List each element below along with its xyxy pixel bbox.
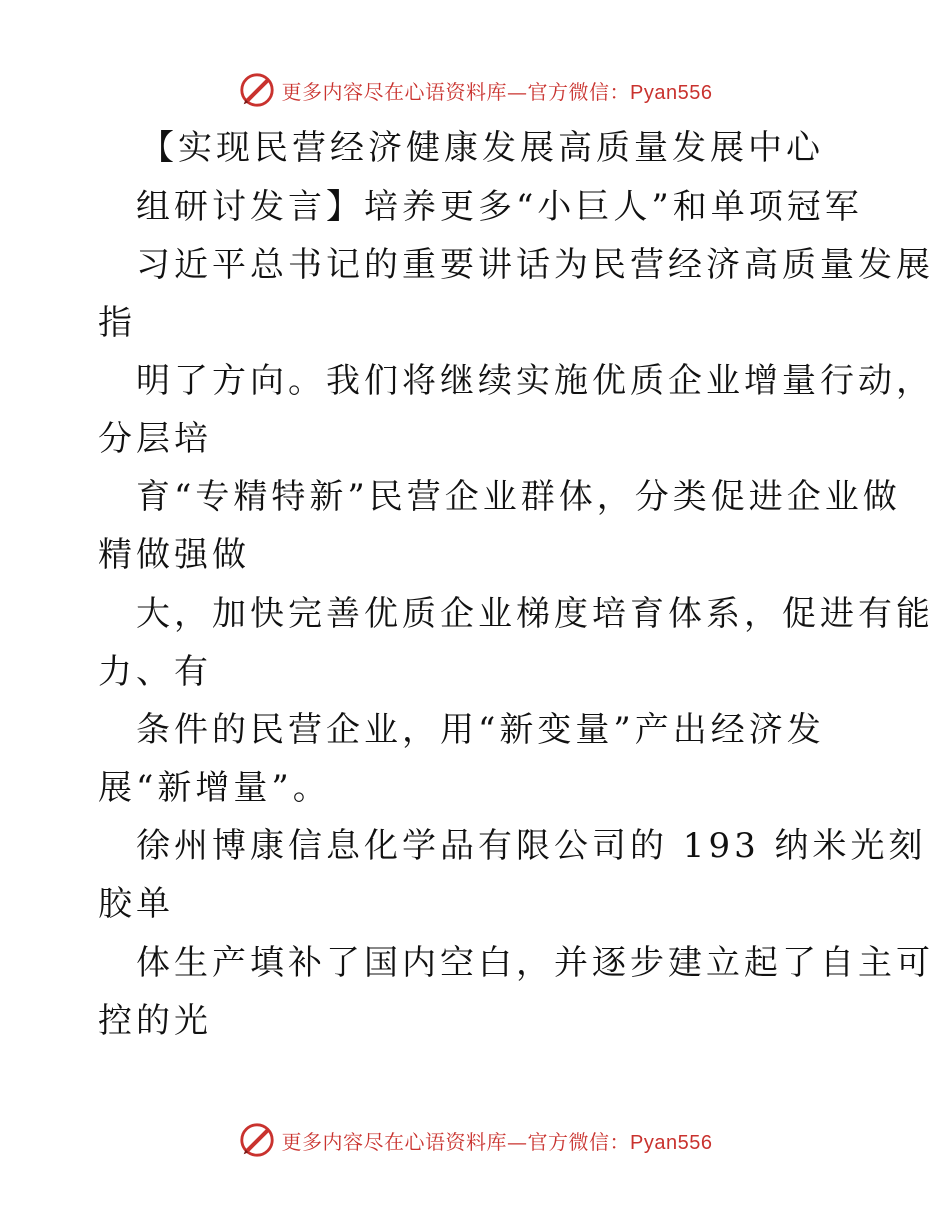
banner-text bbox=[282, 1126, 713, 1155]
paragraph-line: 习近平总书记的重要讲话为民营经济高质量发展 bbox=[136, 245, 934, 285]
banner-wechat-id: Pyan556 bbox=[630, 1131, 713, 1154]
paragraph-line: 大，加快完善优质企业梯度培育体系，促进有能 bbox=[136, 594, 934, 634]
paragraph-line: 力、有 bbox=[98, 652, 212, 692]
banner-site-name: 更多内容尽在心语资料库 bbox=[281, 1129, 508, 1154]
banner-separator: — bbox=[507, 79, 528, 104]
paragraph-line: 体生产填补了国内空白，并逐步建立起了自主可 bbox=[136, 943, 934, 983]
paragraph-line: 徐州博康信息化学品有限公司的 193 纳米光刻 bbox=[136, 826, 927, 866]
paragraph-line: 育“专精特新”民营企业群体，分类促进企业做 bbox=[136, 477, 901, 517]
paragraph-line: 分层培 bbox=[98, 419, 212, 459]
pen-logo-icon bbox=[238, 71, 276, 109]
banner-wechat-label: 官方微信： bbox=[527, 79, 631, 104]
banner-text bbox=[282, 76, 713, 105]
document-title-line-1: 【实现民营经济健康发展高质量发展中心 bbox=[140, 128, 824, 168]
banner-site-name: 更多内容尽在心语资料库 bbox=[281, 79, 508, 104]
paragraph-line: 指 bbox=[98, 303, 136, 343]
banner-wechat-id: Pyan556 bbox=[630, 81, 713, 104]
pen-logo-icon bbox=[238, 1121, 276, 1159]
banner-separator: — bbox=[507, 1129, 528, 1154]
paragraph-line: 条件的民营企业，用“新变量”产出经济发 bbox=[136, 710, 825, 750]
paragraph-line: 明了方向。我们将继续实施优质企业增量行动， bbox=[136, 361, 934, 401]
document-title-line-2: 组研讨发言】培养更多“小巨人”和单项冠军 bbox=[136, 187, 863, 227]
paragraph-line: 控的光 bbox=[98, 1001, 212, 1041]
paragraph-line: 精做强做 bbox=[98, 535, 250, 575]
header-banner bbox=[0, 68, 950, 112]
banner-wechat-label: 官方微信： bbox=[527, 1129, 631, 1154]
footer-banner bbox=[0, 1118, 950, 1162]
paragraph-line: 展“新增量”。 bbox=[98, 768, 331, 808]
paragraph-line: 胶单 bbox=[98, 884, 174, 924]
